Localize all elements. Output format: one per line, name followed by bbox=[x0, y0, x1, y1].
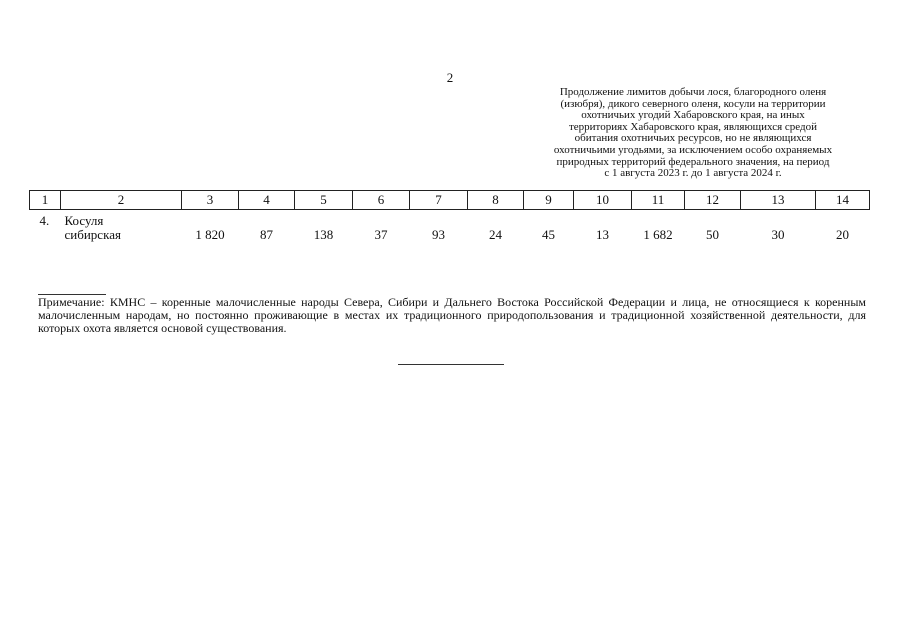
column-number-cell: 10 bbox=[574, 191, 632, 210]
column-number-row bbox=[30, 191, 870, 210]
column-number-cell: 12 bbox=[685, 191, 741, 210]
species-name-cell bbox=[61, 210, 182, 243]
column-number-cell: 5 bbox=[295, 191, 353, 210]
column-number-cell: 14 bbox=[816, 191, 870, 210]
heading-line: природных территорий федерального значения, на период bbox=[556, 155, 830, 168]
column-number-cell: 11 bbox=[632, 191, 685, 210]
column-number-cell: 2 bbox=[61, 191, 182, 210]
column-number-cell: 4 bbox=[239, 191, 295, 210]
column-number-cell: 13 bbox=[741, 191, 816, 210]
heading-line: обитания охотничьих ресурсов, но не являющихся bbox=[574, 132, 812, 145]
heading-line: Продолжение лимитов добычи лося, благородного оленя bbox=[559, 86, 827, 98]
value-cell: 1 820 bbox=[195, 227, 225, 242]
value-cell: 13 bbox=[596, 227, 609, 242]
value-cell: 24 bbox=[489, 227, 502, 242]
document-heading bbox=[520, 87, 866, 180]
column-number-cell: 8 bbox=[468, 191, 524, 210]
value-cell: 37 bbox=[374, 227, 388, 242]
value-cell: 45 bbox=[542, 227, 555, 242]
column-number-cell: 1 bbox=[30, 191, 61, 210]
column-number-cell: 6 bbox=[353, 191, 410, 210]
table-row bbox=[30, 210, 870, 243]
row-number-cell: 4. bbox=[39, 213, 50, 228]
limits-table bbox=[29, 190, 870, 242]
heading-line: с 1 августа 2023 г. до 1 августа 2024 г. bbox=[604, 167, 782, 180]
page-number: 2 bbox=[446, 70, 454, 85]
value-cell: 20 bbox=[836, 227, 849, 242]
end-divider bbox=[398, 364, 504, 365]
value-cell: 50 bbox=[706, 227, 719, 242]
species-name-line: Косуля bbox=[64, 213, 104, 228]
heading-line: территориях Хабаровского края, являющихся средой bbox=[568, 120, 818, 133]
heading-line: охотничьими угодьями, за исключением особо охраняемых bbox=[553, 143, 833, 156]
value-cell: 87 bbox=[260, 227, 273, 242]
column-number-cell: 7 bbox=[410, 191, 468, 210]
value-cell: 1 682 bbox=[643, 227, 673, 242]
footnote-note: Примечание: КМНС – коренные малочисленные народы Севера, Сибири и Дальнего Востока Российской Федерации и лица, не относящиеся к коренным малочисленным народам, но постоянно проживающие в местах их традиционного природопользования и традиционной хозяйственной деятельности, для которых охота является основой существования. bbox=[38, 295, 866, 335]
value-cell: 138 bbox=[313, 227, 334, 242]
value-cell: 93 bbox=[432, 227, 445, 242]
column-number-cell: 3 bbox=[182, 191, 239, 210]
heading-line: охотничьих угодий Хабаровского края, на иных bbox=[581, 109, 805, 122]
heading-line: (изюбря), дикого северного оленя, косули на территории bbox=[560, 97, 826, 110]
value-cell: 30 bbox=[771, 227, 785, 242]
species-name-line: сибирская bbox=[64, 227, 121, 242]
column-number-cell: 9 bbox=[524, 191, 574, 210]
